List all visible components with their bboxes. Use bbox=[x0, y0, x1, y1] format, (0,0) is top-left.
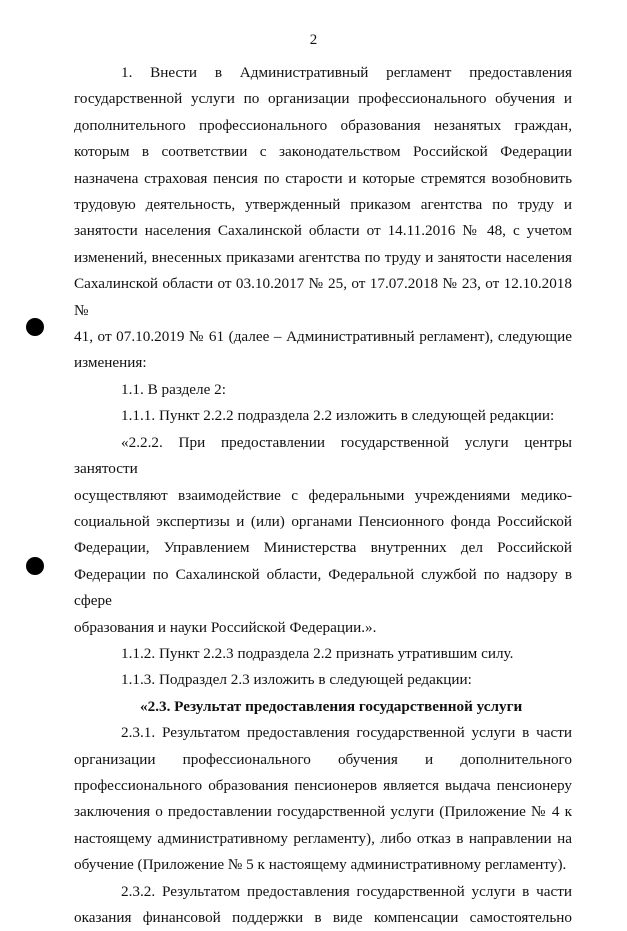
paragraph-line: профессионального образования пенсионеров является выдача пенсионеру bbox=[74, 776, 572, 794]
paragraph-line: 1.1. В разделе 2: bbox=[121, 380, 226, 398]
paragraph-line: организации профессионального обучения и дополнительного bbox=[74, 750, 572, 768]
paragraph-line: «2.2.2. При предоставлении государственной услуги центры занятости bbox=[74, 433, 572, 478]
paragraph-line: которым в соответствии с законодательством Российской Федерации bbox=[74, 143, 572, 161]
paragraph-line: социальной экспертизы и (или) органами Пенсионного фонда Российской bbox=[74, 512, 572, 530]
paragraph-line: Федерации по Сахалинской области, Федеральной службой по надзору в сфере bbox=[74, 565, 572, 610]
paragraph-line: 1. Внести в Административный регламент предоставления bbox=[121, 64, 572, 81]
paragraph-line: государственной услуги по организации профессионального обучения и bbox=[74, 90, 572, 108]
paragraph-line: дополнительного профессионального образования незанятых граждан, bbox=[74, 116, 572, 134]
paragraph-line: Федерации, Управлением Министерства внутренних дел Российской bbox=[74, 539, 572, 557]
paragraph-line: изменения: bbox=[74, 354, 147, 372]
paragraph-line: Сахалинской области от 03.10.2017 № 25, от 17.07.2018 № 23, от 12.10.2018 № bbox=[74, 275, 572, 319]
punch-hole bbox=[26, 557, 44, 575]
paragraph-line: оказания финансовой поддержки в виде компенсации самостоятельно bbox=[74, 909, 572, 926]
punch-hole bbox=[26, 318, 44, 336]
paragraph-line: 2.3.2. Результатом предоставления государственной услуги в части bbox=[121, 882, 572, 900]
document-body bbox=[74, 60, 572, 931]
paragraph-line: 1.1.3. Подраздел 2.3 изложить в следующей редакции: bbox=[121, 671, 472, 689]
paragraph-line: обучение (Приложение № 5 к настоящему административному регламенту). bbox=[74, 856, 567, 874]
paragraph-line: назначена страховая пенсия по старости и которые стремятся возобновить bbox=[74, 169, 572, 187]
paragraph-line: 41, от 07.10.2019 № 61 (далее – Административный регламент), следующие bbox=[74, 328, 572, 346]
paragraph-line: образования и науки Российской Федерации.». bbox=[74, 618, 377, 636]
paragraph-line: 2.3.1. Результатом предоставления государственной услуги в части bbox=[121, 724, 572, 742]
paragraph-line: трудовую деятельность, утвержденный приказом агентства по труду и bbox=[74, 196, 572, 214]
paragraph-line: 1.1.2. Пункт 2.2.3 подраздела 2.2 признать утратившим силу. bbox=[121, 644, 514, 662]
paragraph-line: 1.1.1. Пункт 2.2.2 подраздела 2.2 изложить в следующей редакции: bbox=[121, 407, 555, 425]
page-number: 2 bbox=[309, 32, 318, 48]
section-heading: «2.3. Результат предоставления государственной услуги bbox=[140, 697, 523, 715]
paragraph-line: осуществляют взаимодействие с федеральными учреждениями медико- bbox=[74, 486, 572, 504]
paragraph-line: занятости населения Сахалинской области от 14.11.2016 № 48, с учетом bbox=[74, 222, 572, 240]
paragraph-line: настоящему административному регламенту), либо отказ в направлении на bbox=[74, 829, 572, 847]
paragraph-line: изменений, внесенных приказами агентства по труду и занятости населения bbox=[74, 248, 572, 266]
paragraph-line: заключения о предоставлении государственной услуги (Приложение № 4 к bbox=[74, 803, 572, 821]
